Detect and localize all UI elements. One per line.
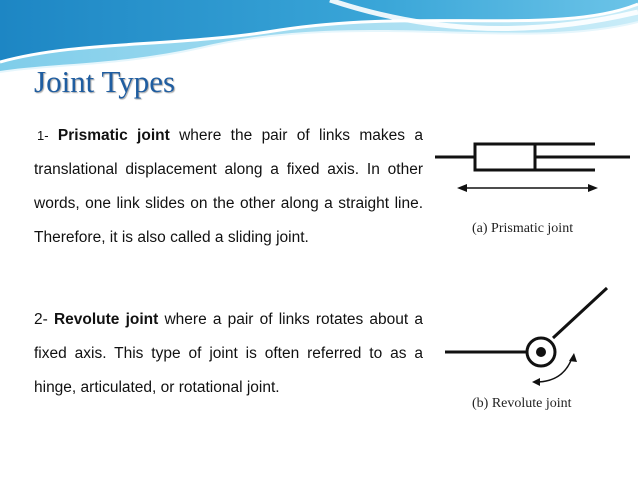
item-number: 1-: [37, 128, 49, 143]
revolute-joint-caption: (b) Revolute joint: [472, 396, 572, 411]
prismatic-joint-caption: (a) Prismatic joint: [472, 221, 574, 236]
revolute-joint-description: where a pair of links rotates about a fixed axis. This type of joint is often referred to as a hinge, articulated, or rotational joint.: [34, 311, 423, 396]
revolute-joint-paragraph: [34, 303, 423, 405]
item-number: 2-: [34, 311, 48, 328]
prismatic-joint-diagram: [430, 130, 635, 205]
revolute-joint-diagram: [440, 282, 615, 392]
prismatic-joint-term: Prismatic joint: [57, 127, 170, 144]
prismatic-joint-description: where the pair of links makes a translational displacement along a fixed axis. In other words, one link slides on the other along a straight line. Therefore, it is also called a sliding joint.: [34, 127, 423, 246]
prismatic-joint-paragraph: [34, 119, 423, 255]
revolute-joint-term: Revolute joint: [53, 311, 159, 328]
slide-title: Joint Types: [34, 64, 176, 99]
